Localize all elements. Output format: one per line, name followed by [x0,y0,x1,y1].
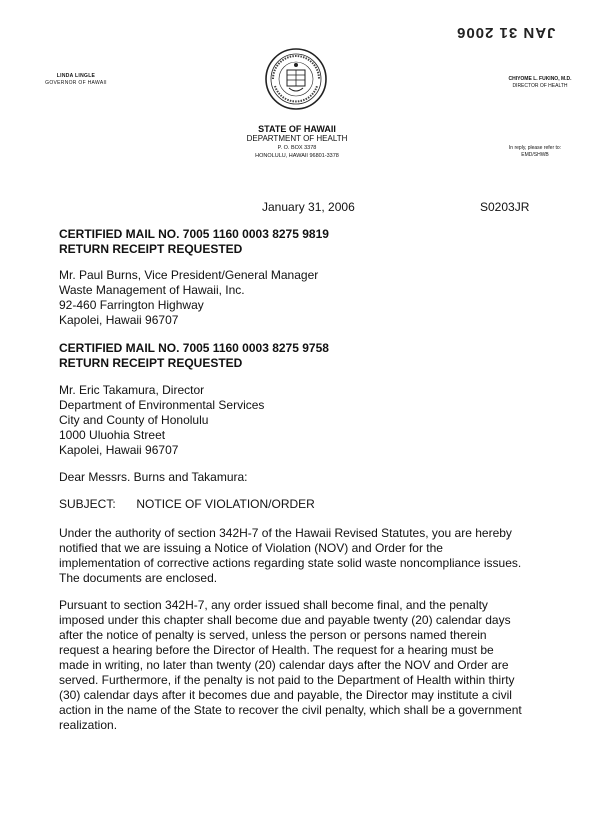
paragraph-1-line: notified that we are issuing a Notice of Violation (NOV) and Order for the [59,541,443,555]
governor-title: GOVERNOR OF HAWAII [45,80,107,86]
certified-mail-1-number: CERTIFIED MAIL NO. 7005 1160 0003 8275 9819 [59,227,329,241]
reply-line-2: EMD/SHWB [521,152,549,158]
director-block [500,76,580,90]
director-title: DIRECTOR OF HEALTH [512,83,568,89]
addressee-2-line: Department of Environmental Services [59,398,265,412]
certified-mail-2-number: CERTIFIED MAIL NO. 7005 1160 0003 8275 9758 [59,341,329,355]
certified-mail-1-receipt: RETURN RECEIPT REQUESTED [59,242,243,256]
letter-date: January 31, 2006 [262,200,355,214]
paragraph-2-line: (30) calendar days after it becomes due and payable, the Director may institute a civil [59,688,512,702]
letterhead [230,124,364,160]
letterhead-state: STATE OF HAWAII [258,124,336,134]
paragraph-2-line: Pursuant to section 342H-7, any order issued shall become final, and the penalty [59,598,488,612]
addressee-2-line: 1000 Uluohia Street [59,428,166,442]
paragraph-1 [59,526,589,586]
paragraph-2-line: realization. [59,718,118,732]
addressee-1-line: 92-460 Farrington Highway [59,298,204,312]
salutation: Dear Messrs. Burns and Takamura: [59,470,248,484]
addressee-2 [59,383,589,458]
paragraph-2-line: after the notice of penalty is served, unless the person or persons named therein [59,628,487,642]
paragraph-2-line: request a hearing before the Director of Health. The request for a hearing must be [59,643,494,657]
paragraph-1-line: Under the authority of section 342H-7 of the Hawaii Revised Statutes, you are hereby [59,526,512,540]
certified-mail-2 [59,341,589,371]
letterhead-city: HONOLULU, HAWAII 96801-3378 [255,153,339,159]
governor-block [28,73,124,87]
subject-label: SUBJECT: [59,497,116,511]
paragraph-2-line: served. Furthermore, if the penalty is not paid to the Department of Health within thirty [59,673,515,687]
paragraph-2-line: imposed under this chapter shall become due and payable twenty (20) calendar days [59,613,511,627]
reply-line-1: In reply, please refer to: [508,145,562,151]
addressee-2-line: Kapolei, Hawaii 96707 [59,443,179,457]
paragraph-2-line: made in writing, no later than twenty (20) calendar days after the NOV and Order are [59,658,509,672]
paragraph-1-line: implementation of corrective actions regarding state solid waste noncompliance issues. [59,556,522,570]
received-date-stamp: JAN 31 2006 [456,24,556,41]
subject-line [59,497,589,512]
subject-text: NOTICE OF VIOLATION/ORDER [136,497,315,511]
letterhead-po-box: P. O. BOX 3378 [277,145,317,151]
paragraph-2-line: action in the name of the State to recover the civil penalty, which shall be a government [59,703,522,717]
letter-reference: S0203JR [480,200,530,214]
reply-reference [500,145,570,159]
addressee-2-line: City and County of Honolulu [59,413,209,427]
paragraph-2 [59,598,589,733]
addressee-1-line: Kapolei, Hawaii 96707 [59,313,179,327]
director-name: CHIYOME L. FUKINO, M.D. [508,76,572,82]
governor-name: LINDA LINGLE [56,73,96,79]
certified-mail-2-receipt: RETURN RECEIPT REQUESTED [59,356,243,370]
paragraph-1-line: The documents are enclosed. [59,571,218,585]
state-seal-icon [265,48,327,110]
addressee-1 [59,268,589,328]
addressee-2-line: Mr. Eric Takamura, Director [59,383,205,397]
addressee-1-line: Waste Management of Hawaii, Inc. [59,283,245,297]
addressee-1-line: Mr. Paul Burns, Vice President/General Manager [59,268,319,282]
letterhead-department: DEPARTMENT OF HEALTH [246,134,348,143]
certified-mail-1 [59,227,589,257]
